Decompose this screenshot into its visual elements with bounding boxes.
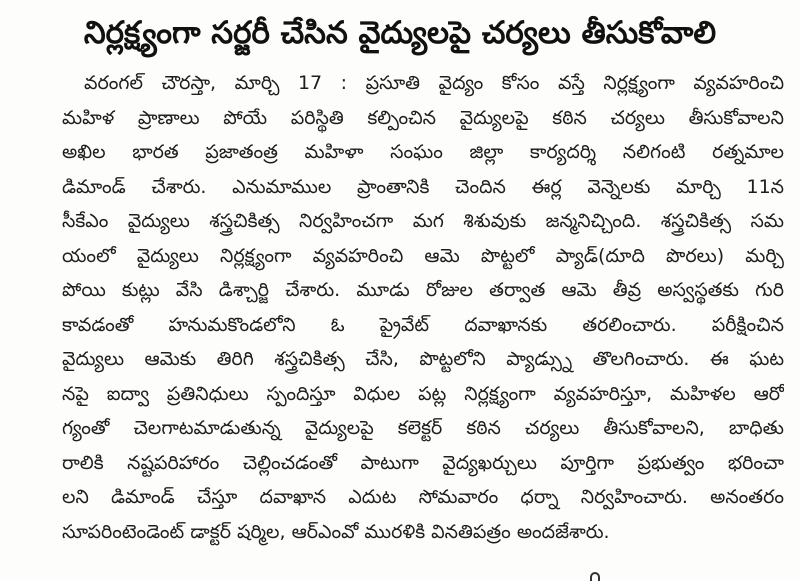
article-body: [62, 66, 784, 549]
article-line: మహిళ ప్రాణాలు పోయే పరిస్థితి కల్పించిన వైద్యులపై కఠిన చర్యలు తీసుకోవాలని: [62, 106, 784, 129]
article-line: అఖిల భారత ప్రజాతంత్ర మహిళా సంఘం జిల్లా కార్యదర్శి నలిగంటి రత్నమాల: [62, 141, 784, 163]
article-line: సీకేఎం వైద్యులు శస్త్రచికిత్స నిర్వహించగా మగ శిశువుకు జన్మనిచ్చింది. శస్త్రచికిత్స సమ: [62, 210, 784, 232]
article-line: రాలికి నష్టపరిహారం చెల్లించడంతో పాటుగా వైద్యఖర్చులు పూర్తిగా ప్రభుత్వం భరించా: [62, 451, 784, 474]
article-line: గ్యంతో చెలగాటమాడుతున్న వైద్యులపై కలెక్టర్ కఠిన చర్యలు తీసుకోవాలని, బాధితు: [62, 417, 784, 439]
article-line: వరంగల్ చౌరస్తా, మార్చి 17 : ప్రసూతి వైద్యం కోసం వస్తే నిర్లక్ష్యంగా వ్యవహరించి: [84, 72, 784, 94]
article-line: వైద్యులు ఆమెకు తిరిగి శస్త్రచికిత్స చేసి, పొట్టలోని ప్యాడ్స్ను తొలగించారు. ఈ ఘట: [62, 348, 784, 370]
article-line: డిమాండ్ చేశారు. ఎనుమాముల ప్రాంతానికి చెందిన ఈర్ల వెన్నెలకు మార్చి 11న: [62, 175, 784, 198]
article-line: నపై ఐద్వా ప్రతినిధులు స్పందిస్తూ విధుల పట్ల నిర్లక్ష్యంగా వ్యవహరిస్తూ, మహిళల ఆరో: [62, 382, 784, 405]
article-line: పోయి కుట్లు వేసి డిశ్చార్జి చేశారు. మూడు రోజుల తర్వాత ఆమె తీవ్ర అస్వస్థతకు గురి: [62, 279, 784, 301]
article-line: సూపరింటెండెంట్ డాక్టర్ షర్మిల, ఆర్ఎంవో మురళికి వినతిపత్రం అందజేశారు.: [62, 520, 610, 543]
article-line: యంలో వైద్యులు నిర్లక్ష్యంగా వ్యవహరించి ఆమె పొట్టలో ప్యాడ్(దూది పొరలు) మర్చి: [62, 244, 784, 267]
article-line: లని డిమాండ్ చేస్తూ దవాఖాన ఎదుట సోమవారం ధర్నా నిర్వహించారు. అనంతరం: [62, 486, 784, 508]
article-line: కావడంతో హనుమకొండలోని ఓ ప్రైవేట్ దవాఖానకు తరలించారు. పరీక్షించిన: [62, 313, 784, 336]
cropped-glyph-fragment: [590, 572, 600, 581]
article-headline: నిర్లక్ష్యంగా సర్జరీ చేసిన వైద్యులపై చర్యలు తీసుకోవాలి: [83, 15, 717, 51]
